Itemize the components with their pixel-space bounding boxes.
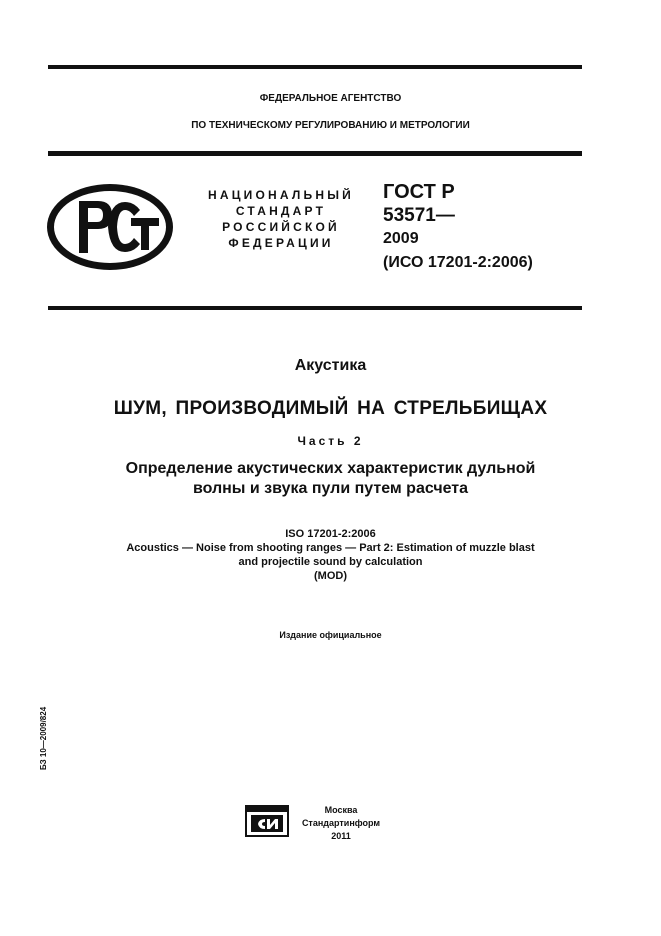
publisher-logo-icon [245, 805, 289, 837]
standard-line-4: ФЕДЕРАЦИИ [228, 236, 334, 250]
rst-logo [46, 182, 174, 272]
publisher-logo [245, 805, 289, 837]
iso-code: ISO 17201-2:2006 [285, 528, 376, 540]
agency-line-2: ПО ТЕХНИЧЕСКОМУ РЕГУЛИРОВАНИЮ И МЕТРОЛОГИИ [191, 120, 470, 131]
publisher-year: 2011 [331, 831, 351, 841]
standard-line-1: НАЦИОНАЛЬНЫЙ [207, 188, 355, 202]
standard-line-3: РОССИЙСКОЙ [222, 220, 340, 234]
gost-line-2: 53571— [383, 205, 455, 226]
subtitle-line-2: волны и звука пули путем расчета [192, 480, 469, 497]
gost-line-3: 2009 [383, 230, 419, 247]
publisher-name: Стандартинформ [301, 818, 381, 828]
edition-note: Издание официальное [279, 630, 382, 640]
iso-mod: (MOD) [314, 570, 347, 582]
publisher-block [296, 804, 386, 843]
iso-title-line-2: and projectile sound by calculation [238, 556, 423, 568]
national-standard-block [196, 187, 366, 251]
gost-designation [383, 181, 533, 276]
gost-line-4: (ИСО 17201-2:2006) [383, 254, 533, 271]
title-subtitle [0, 459, 661, 499]
title-category: Акустика [294, 357, 367, 374]
top-rule [48, 65, 582, 69]
publisher-city: Москва [324, 805, 358, 815]
agency-line-1: ФЕДЕРАЛЬНОЕ АГЕНТСТВО [259, 93, 402, 104]
title-main: ШУМ, ПРОИЗВОДИМЫЙ НА СТРЕЛЬБИЩАХ [113, 398, 548, 419]
title-part: Часть 2 [297, 434, 364, 448]
header-rule [48, 151, 582, 156]
side-note: БЗ 10—2009/824 [39, 706, 48, 770]
standard-line-2: СТАНДАРТ [235, 204, 327, 218]
rst-logo-icon [46, 182, 174, 272]
gost-line-1: ГОСТ Р [383, 181, 455, 203]
subtitle-line-1: Определение акустических характеристик дульной [125, 460, 536, 477]
iso-reference [0, 527, 661, 583]
header-bottom-rule [48, 306, 582, 310]
iso-title-line-1: Acoustics — Noise from shooting ranges — Part 2: Estimation of muzzle blast [126, 542, 535, 554]
